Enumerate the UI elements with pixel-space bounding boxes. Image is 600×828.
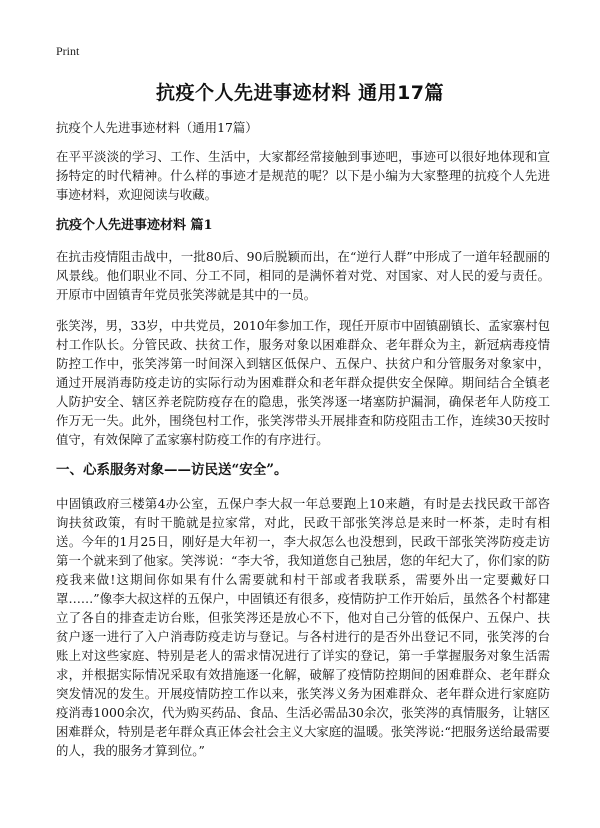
document-body bbox=[56, 118, 550, 772]
intro-paragraph: 在平平淡淡的学习、工作、生活中，大家都经常接触到事迹吧，事迹可以很好地体现和宣扬特定的时代精神。什么样的事迹才是规范的呢？以下是小编为大家整理的抗疫个人先进事迹材料，欢迎阅读与收藏。 bbox=[56, 149, 550, 202]
paragraph-3: 中固镇政府三楼第4办公室，五保户李大叔一年总要跑上10来趟，有时是去找民政干部咨询扶贫政策，有时干脆就是拉家常，对此，民政干部张笑涔总是来时一杯茶，走时有相送。今年的1月25日，刚好是大年初一，李大叔怎么也没想到，民政干部张笑涔防疫走访第一个就来到了他家。笑涔说：“李大爷，我知道您自己独居，您的年纪大了，你们家的防疫我来做!这期间你如果有什么需要就和村干部或者我联系，需要外出一定要戴好口罩……”像李大叔这样的五保户，中固镇还有很多，疫情防护工作开始后，虽然各个村都建立了各自的排查走访台账，但张笑涔还是放心不下，他对自己分管的低保户、五保户、扶贫户逐一进行了入户消毒防疫走访与登记。与各村进行的是否外出登记不同，张笑涔的台账上对这些家庭、特别是老人的需求情况进行了详实的登记，第一手掌握服务对象生活需求，并根据实际情况采取有效措施逐一化解，破解了疫情防控期间的困难群众、老年群众突发情况的发生。开展疫情防控工作以来，张笑涔义务为困难群众、老年群众进行家庭防疫消毒1000余次，代为购买药品、食品、生活必需品30余次，张笑涔的真情服务，让辖区困难群众，特别是老年群众真正体会社会主义大家庭的温暖。张笑涔说:“把服务送给最需要的人，我的服务才算到位。” bbox=[56, 496, 550, 758]
section-1-heading: 一、心系服务对象——访民送“安全”。 bbox=[56, 462, 288, 478]
document-subtitle: 抗疫个人先进事迹材料（通用17篇） bbox=[56, 120, 258, 135]
article-heading: 抗疫个人先进事迹材料 篇1 bbox=[56, 218, 213, 233]
document-title: 抗疫个人先进事迹材料 通用17篇 bbox=[155, 82, 445, 104]
paragraph-1: 在抗击疫情阻击战中，一批80后、90后脱颖而出，在“逆行人群”中形成了一道年轻靓丽的风景线。他们职业不同、分工不同，相同的是满怀着对党、对国家、对人民的爱与责任。开原市中固镇青年党员张笑涔就是其中的一员。 bbox=[56, 249, 550, 302]
print-label: Print bbox=[56, 44, 80, 58]
paragraph-2: 张笑涔，男，33岁，中共党员，2010年参加工作，现任开原市中固镇副镇长、孟家寨村包村工作队长。分管民政、扶贫工作，服务对象以困难群众、老年群众为主，新冠病毒疫情防控工作中，张笑涔第一时间深入到辖区低保户、五保户、扶贫户和分管服务对象家中，通过开展消毒防疫走访的实际行动为困难群众和老年群众提供安全保障。期间结合全镇老人防护安全、辖区养老院防疫存在的隐患，张笑涔逐一堵塞防护漏洞，确保老年人防疫工作万无一失。此外，围绕包村工作，张笑涔带头开展排查和防疫阻击工作，连续30天按时值守，有效保障了孟家寨村防疫工作的有序进行。 bbox=[56, 318, 550, 447]
